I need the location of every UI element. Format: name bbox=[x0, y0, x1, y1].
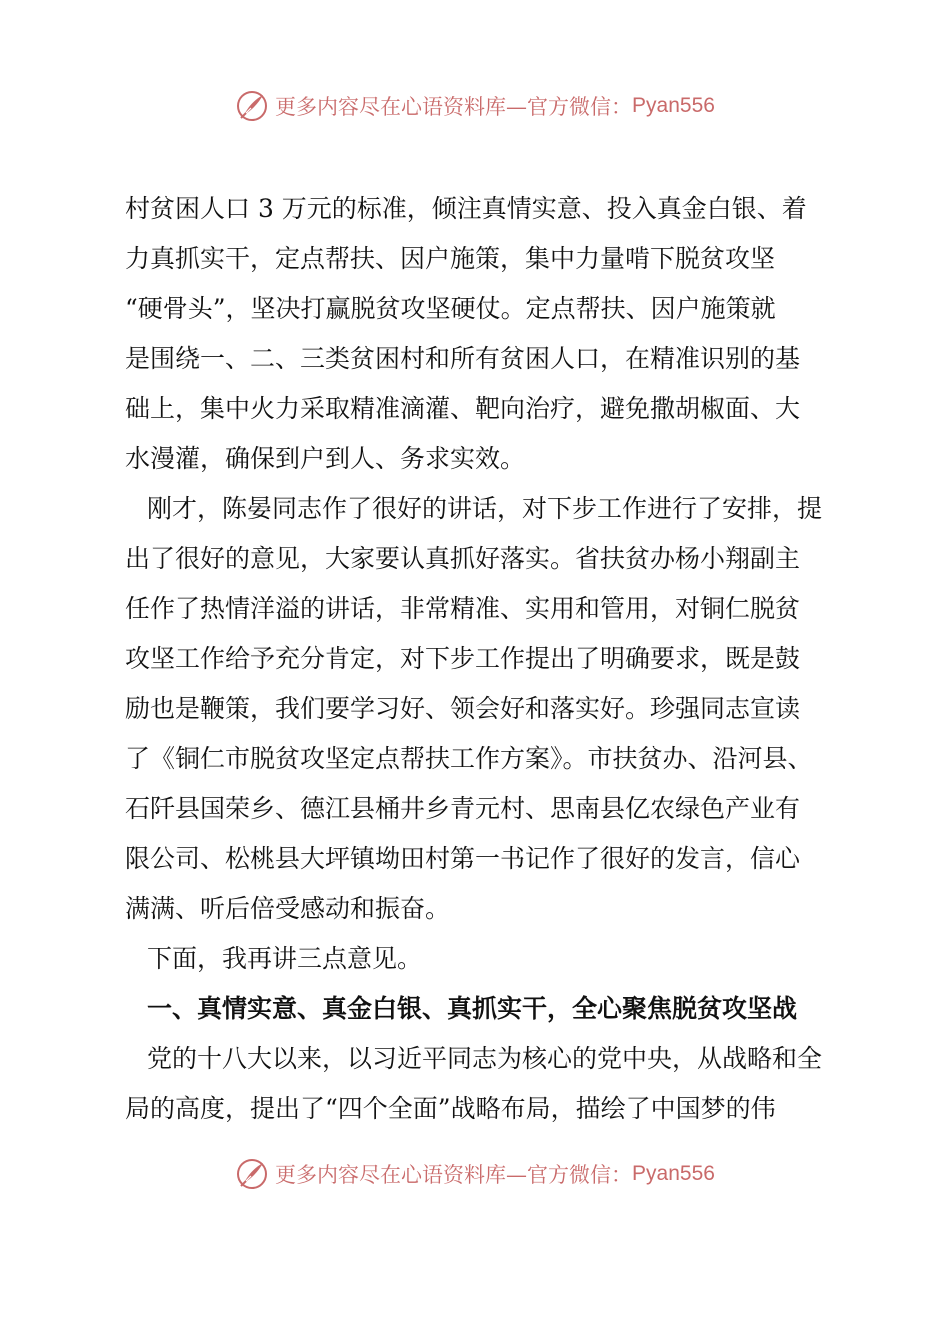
body-line: 石阡县国荣乡、德江县桶井乡青元村、思南县亿农绿色产业有 bbox=[125, 794, 801, 823]
watermark-text: 更多内容尽在心语资料库—官方微信： bbox=[275, 95, 633, 119]
body-line: 出了很好的意见，大家要认真抓好落实。省扶贫办杨小翔副主 bbox=[125, 544, 801, 573]
body-line: 满满、听后倍受感动和振奋。 bbox=[125, 894, 451, 923]
body-line: “硬骨头”，坚决打赢脱贫攻坚硬仗。定点帮扶、因户施策就 bbox=[125, 294, 776, 323]
document-body bbox=[125, 184, 845, 1134]
quill-pen-icon bbox=[235, 1157, 269, 1191]
body-line: 限公司、松桃县大坪镇坳田村第一书记作了很好的发言，信心 bbox=[125, 844, 801, 873]
section-heading: 一、真情实意、真金白银、真抓实干，全心聚焦脱贫攻坚战 bbox=[147, 994, 798, 1023]
body-line: 力真抓实干，定点帮扶、因户施策，集中力量啃下脱贫攻坚 bbox=[125, 244, 776, 273]
watermark-wechat-id: Pyan556 bbox=[632, 94, 715, 117]
paragraph-start-line: 党的十八大以来，以习近平同志为核心的党中央，从战略和全 bbox=[147, 1044, 823, 1073]
paragraph-start-line: 下面，我再讲三点意见。 bbox=[147, 944, 423, 973]
body-line: 础上，集中火力采取精准滴灌、靶向治疗，避免撒胡椒面、大 bbox=[125, 394, 801, 423]
quill-pen-icon bbox=[235, 89, 269, 123]
body-line: 是围绕一、二、三类贫困村和所有贫困人口，在精准识别的基 bbox=[125, 344, 801, 373]
body-line: 水漫灌，确保到户到人、务求实效。 bbox=[125, 444, 526, 473]
body-line: 村贫困人口 3 万元的标准，倾注真情实意、投入真金白银、着 bbox=[125, 194, 807, 223]
body-line: 励也是鞭策，我们要学习好、领会好和落实好。珍强同志宣读 bbox=[125, 694, 801, 723]
body-line: 了《铜仁市脱贫攻坚定点帮扶工作方案》。市扶贫办、沿河县、 bbox=[125, 744, 813, 773]
body-line: 任作了热情洋溢的讲话，非常精准、实用和管用，对铜仁脱贫 bbox=[125, 594, 801, 623]
watermark-wechat-id: Pyan556 bbox=[632, 1162, 715, 1185]
watermark-text: 更多内容尽在心语资料库—官方微信： bbox=[275, 1163, 633, 1187]
watermark-banner-bottom bbox=[0, 1152, 950, 1196]
body-line: 攻坚工作给予充分肯定，对下步工作提出了明确要求，既是鼓 bbox=[125, 644, 801, 673]
body-line: 局的高度，提出了“四个全面”战略布局，描绘了中国梦的伟 bbox=[125, 1094, 776, 1123]
watermark-banner-top bbox=[0, 84, 950, 128]
paragraph-start-line: 刚才，陈晏同志作了很好的讲话，对下步工作进行了安排，提 bbox=[147, 494, 823, 523]
